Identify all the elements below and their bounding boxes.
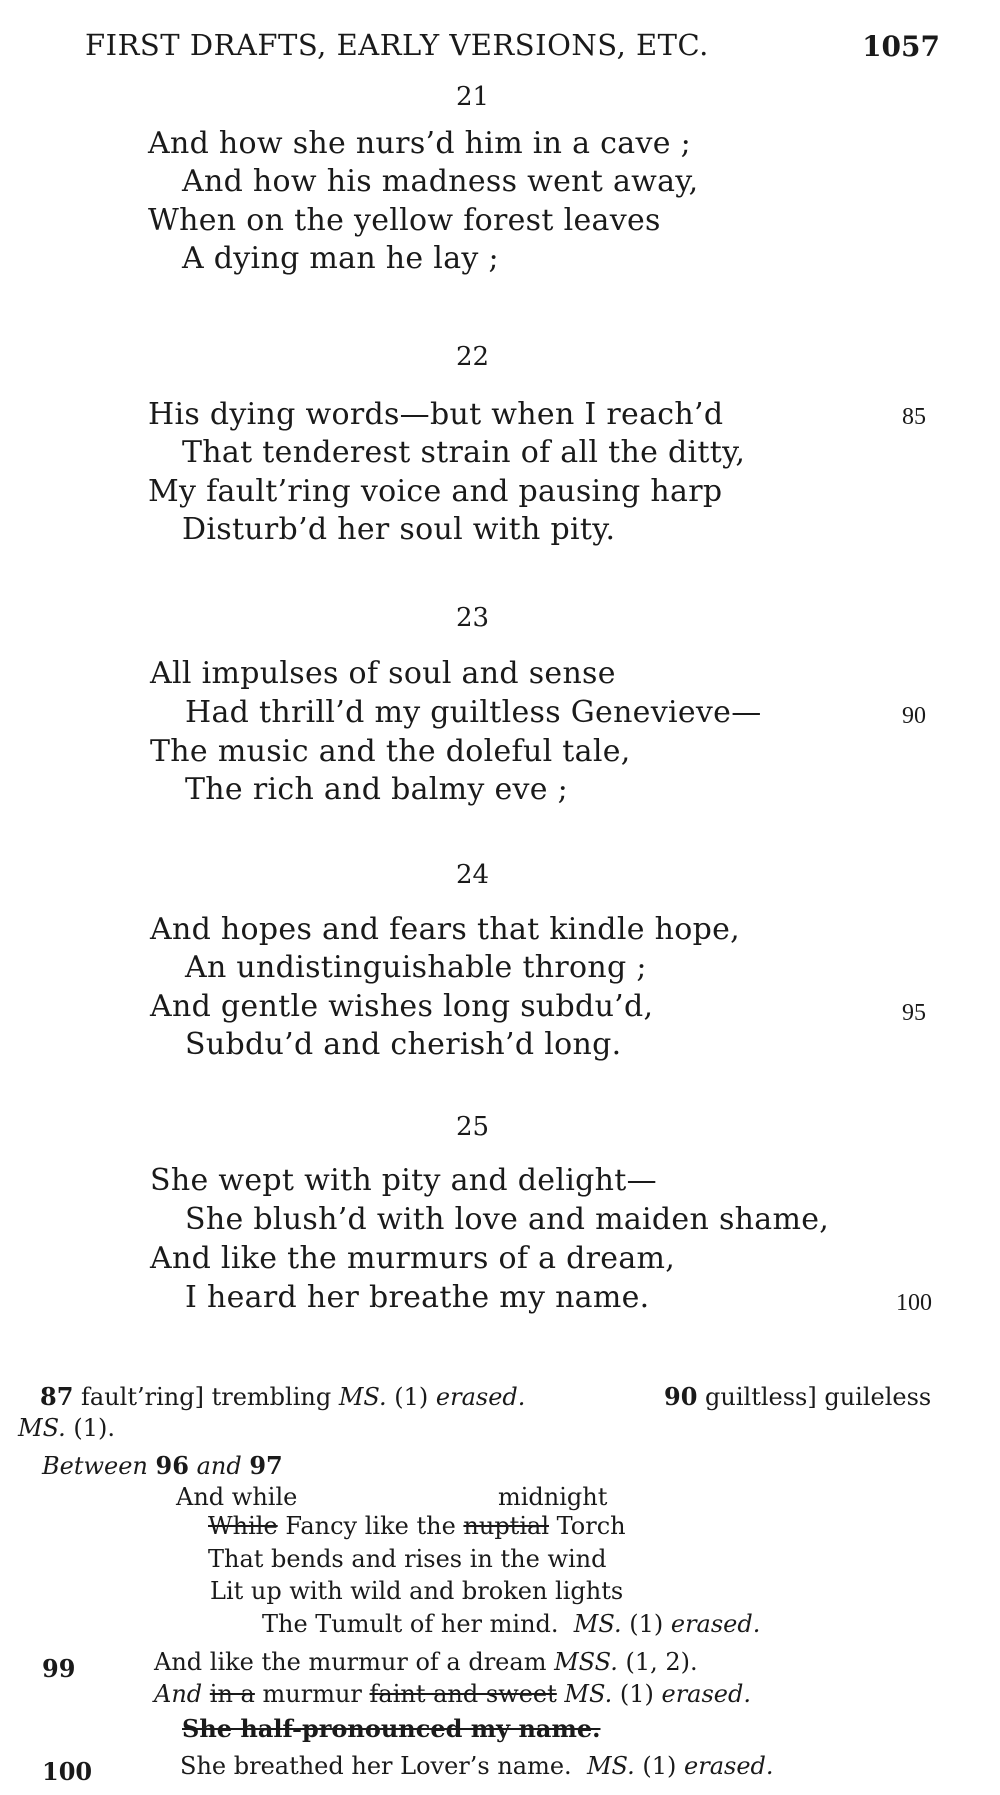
footnote-100 bbox=[180, 1752, 774, 1780]
verse-line: And hopes and fears that kindle hope, bbox=[150, 912, 740, 947]
interlinear-insert: midnight bbox=[498, 1483, 608, 1511]
interlinear-insert: And while bbox=[176, 1483, 298, 1511]
footnote-line-ref: 99 bbox=[42, 1654, 76, 1683]
ms-verse-line: Lit up with wild and broken lights bbox=[210, 1577, 624, 1605]
struck-word: While bbox=[208, 1512, 278, 1540]
verse-line: That tenderest strain of all the ditty, bbox=[182, 435, 746, 470]
struck-line: She half-pronounced my name. bbox=[182, 1714, 601, 1743]
verse-line: Had thrill’d my guiltless Genevieve— bbox=[185, 695, 762, 730]
page-number: 1057 bbox=[862, 30, 940, 63]
erased-label: erased. bbox=[661, 1680, 751, 1708]
ms-siglum: MS. bbox=[586, 1752, 635, 1780]
footnote-line-ref: 96 bbox=[155, 1451, 189, 1480]
line-number: 95 bbox=[902, 1000, 926, 1026]
stanza-number: 21 bbox=[455, 82, 490, 112]
ms-number: (1) bbox=[634, 1752, 685, 1780]
ms-siglum: MS. bbox=[573, 1610, 622, 1638]
ms-text: The Tumult of her mind. bbox=[262, 1610, 559, 1638]
struck-word: nuptial bbox=[463, 1512, 549, 1540]
verse-line: The rich and balmy eve ; bbox=[185, 772, 569, 807]
verse-line: An undistinguishable throng ; bbox=[185, 950, 647, 985]
erased-label: erased. bbox=[435, 1383, 526, 1411]
ms-verse-line bbox=[208, 1512, 626, 1540]
footnote-87 bbox=[40, 1382, 525, 1411]
ms-text: Torch bbox=[549, 1512, 626, 1540]
erased-label: erased. bbox=[684, 1752, 774, 1780]
stanza-number: 22 bbox=[455, 342, 490, 372]
ms-siglum: MS. bbox=[564, 1680, 613, 1708]
footnote-line-ref: 97 bbox=[249, 1451, 283, 1480]
stanza-number: 23 bbox=[455, 603, 490, 633]
verse-line: All impulses of soul and sense bbox=[150, 656, 616, 691]
struck-word: in a bbox=[209, 1680, 255, 1708]
ms-text: Fancy like the bbox=[277, 1512, 464, 1540]
footnote-line-ref: 100 bbox=[42, 1757, 93, 1786]
stanza-number: 25 bbox=[455, 1112, 490, 1142]
ms-number: (1) bbox=[621, 1610, 671, 1638]
verse-line: Disturb’d her soul with pity. bbox=[182, 512, 616, 547]
line-number: 100 bbox=[896, 1290, 932, 1316]
erased-label: erased. bbox=[670, 1610, 761, 1638]
footnote-90 bbox=[664, 1382, 931, 1411]
ms-verse-line bbox=[262, 1610, 760, 1638]
ms-text: She breathed her Lover’s name. bbox=[180, 1752, 572, 1780]
verse-line: She wept with pity and delight— bbox=[150, 1163, 657, 1198]
verse-line: When on the yellow forest leaves bbox=[148, 203, 661, 238]
and-label: and bbox=[196, 1452, 242, 1480]
verse-line: The music and the doleful tale, bbox=[150, 734, 631, 769]
ms-siglum: MS. bbox=[18, 1414, 66, 1442]
running-title: FIRST DRAFTS, EARLY VERSIONS, ETC. bbox=[85, 28, 709, 62]
verse-line: I heard her breathe my name. bbox=[185, 1280, 650, 1315]
verse-line: A dying man he lay ; bbox=[182, 241, 499, 276]
ms-number: (1) bbox=[612, 1680, 662, 1708]
footnote-90-continued bbox=[18, 1414, 115, 1442]
ms-siglum: MS. bbox=[338, 1383, 387, 1411]
ms-siglum: MSS. bbox=[554, 1648, 618, 1676]
between-label: Between bbox=[42, 1452, 148, 1480]
between-note bbox=[42, 1451, 283, 1480]
ms-text: murmur bbox=[254, 1680, 370, 1708]
verse-line: His dying words—but when I reach’d bbox=[148, 397, 724, 432]
footnote-text: fault’ring] trembling bbox=[73, 1383, 339, 1411]
ms-text: And bbox=[154, 1680, 203, 1708]
ms-verse-line: That bends and rises in the wind bbox=[208, 1545, 607, 1573]
stanza-number: 24 bbox=[455, 860, 490, 890]
verse-line: Subdu’d and cherish’d long. bbox=[185, 1027, 622, 1062]
footnote-99 bbox=[154, 1648, 698, 1676]
verse-line: And gentle wishes long subdu’d, bbox=[150, 989, 654, 1024]
ms-number: (1) bbox=[386, 1383, 436, 1411]
page-header bbox=[85, 28, 940, 72]
line-number: 90 bbox=[902, 703, 926, 729]
footnote-line-ref: 90 bbox=[664, 1382, 698, 1411]
footnote-line-ref: 87 bbox=[40, 1382, 74, 1411]
struck-word: faint and sweet bbox=[369, 1680, 557, 1708]
ms-text: And like the murmur of a dream bbox=[154, 1648, 555, 1676]
verse-line: My fault’ring voice and pausing harp bbox=[148, 474, 723, 509]
footnote-text: guiltless] guileless bbox=[697, 1383, 932, 1411]
verse-line: And how she nurs’d him in a cave ; bbox=[148, 126, 691, 161]
verse-line: And how his madness went away, bbox=[182, 164, 699, 199]
ms-number: (1). bbox=[65, 1414, 116, 1442]
verse-line: And like the murmurs of a dream, bbox=[150, 1241, 676, 1276]
footnote-99-variant bbox=[154, 1680, 751, 1708]
verse-line: She blush’d with love and maiden shame, bbox=[185, 1202, 830, 1237]
ms-number: (1, 2). bbox=[617, 1648, 698, 1676]
line-number: 85 bbox=[902, 404, 926, 430]
